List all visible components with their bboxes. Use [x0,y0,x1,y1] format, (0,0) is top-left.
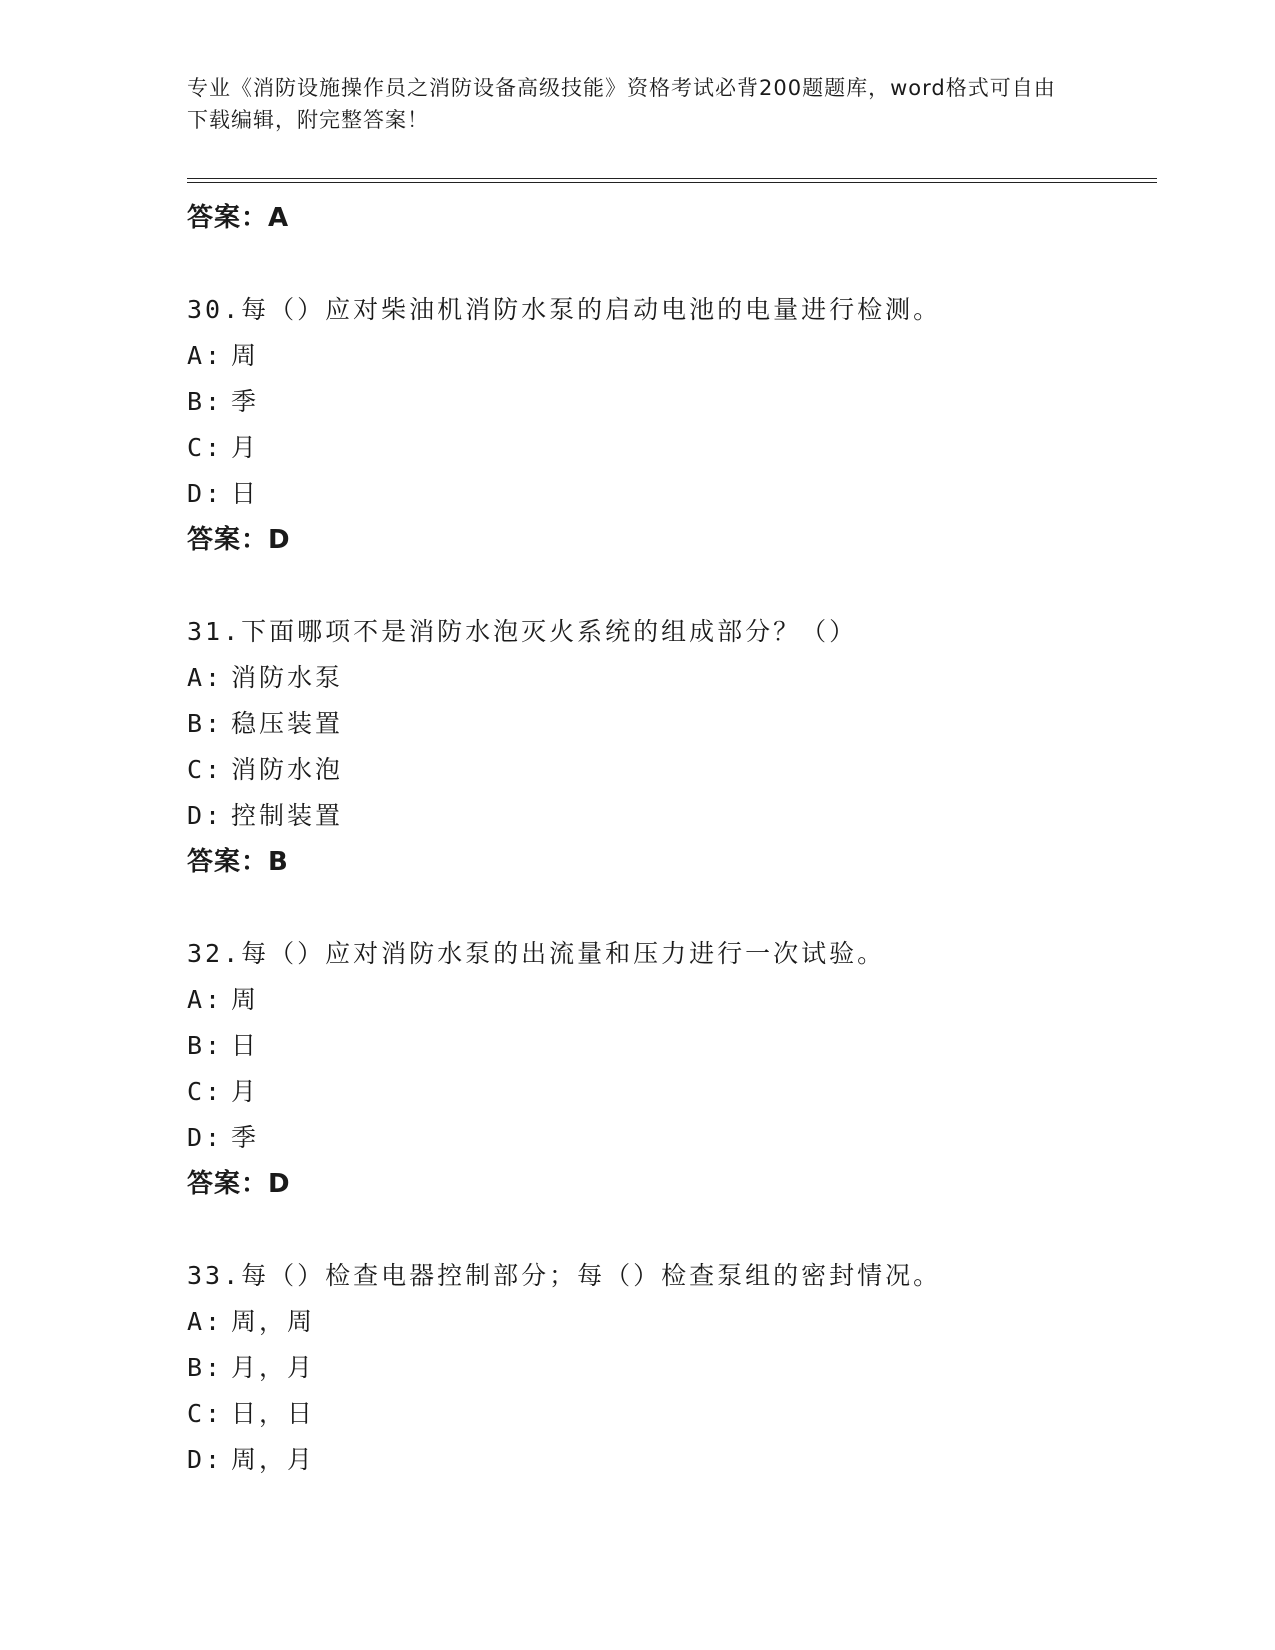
option-key: B: [187,709,224,738]
option-a [187,1299,1157,1345]
question-text: 31.下面哪项不是消防水泡灭火系统的组成部分？（） [187,617,858,646]
option-value: 消防水泡 [231,755,344,784]
option-d [187,1437,1157,1483]
option-value: 周 [231,985,260,1014]
document-page [187,72,1157,1483]
option-key: A: [187,1307,224,1336]
option-c [187,1069,1157,1115]
option-c [187,747,1157,793]
option-a [187,655,1157,701]
option-value: 日，日 [231,1399,316,1428]
option-key: B: [187,387,224,416]
question-block-30 [187,287,1157,563]
option-b [187,379,1157,425]
option-value: 周 [231,341,260,370]
option-a [187,977,1157,1023]
question-block-31 [187,609,1157,885]
option-d [187,793,1157,839]
option-b [187,701,1157,747]
option-value: 季 [231,1123,260,1152]
question-text: 32.每（）应对消防水泵的出流量和压力进行一次试验。 [187,939,886,968]
option-c [187,425,1157,471]
option-key: B: [187,1031,224,1060]
option-key: C: [187,1399,224,1428]
option-value: 月 [231,433,260,462]
option-d [187,471,1157,517]
option-key: C: [187,755,224,784]
option-b [187,1023,1157,1069]
option-value: 日 [231,1031,260,1060]
option-key: A: [187,663,224,692]
answer-previous: 答案：A [187,203,290,233]
option-b [187,1345,1157,1391]
option-key: B: [187,1353,224,1382]
question-block-33 [187,1253,1157,1483]
answer-text: 答案：B [187,847,289,877]
option-value: 稳压装置 [231,709,344,738]
answer-text: 答案：D [187,525,291,555]
option-value: 周，周 [231,1307,316,1336]
option-key: D: [187,801,224,830]
option-d [187,1115,1157,1161]
option-value: 日 [231,479,260,508]
option-key: C: [187,433,224,462]
option-value: 季 [231,387,260,416]
option-value: 月，月 [231,1353,316,1382]
option-key: C: [187,1077,224,1106]
question-text: 30.每（）应对柴油机消防水泵的启动电池的电量进行检测。 [187,295,942,324]
question-block-32 [187,931,1157,1207]
option-c [187,1391,1157,1437]
option-key: D: [187,1123,224,1152]
header-divider [187,178,1157,183]
question-text: 33.每（）检查电器控制部分；每（）检查泵组的密封情况。 [187,1261,942,1290]
answer-text: 答案：D [187,1169,291,1199]
option-key: D: [187,1445,224,1474]
option-key: D: [187,479,224,508]
option-value: 控制装置 [231,801,344,830]
option-key: A: [187,341,224,370]
document-header: 专业《消防设施操作员之消防设备高级技能》资格考试必背200题题库，word格式可自由下载编辑，附完整答案！ [187,76,1056,132]
option-key: A: [187,985,224,1014]
option-value: 周，月 [231,1445,316,1474]
option-value: 消防水泵 [231,663,344,692]
option-a [187,333,1157,379]
option-value: 月 [231,1077,260,1106]
